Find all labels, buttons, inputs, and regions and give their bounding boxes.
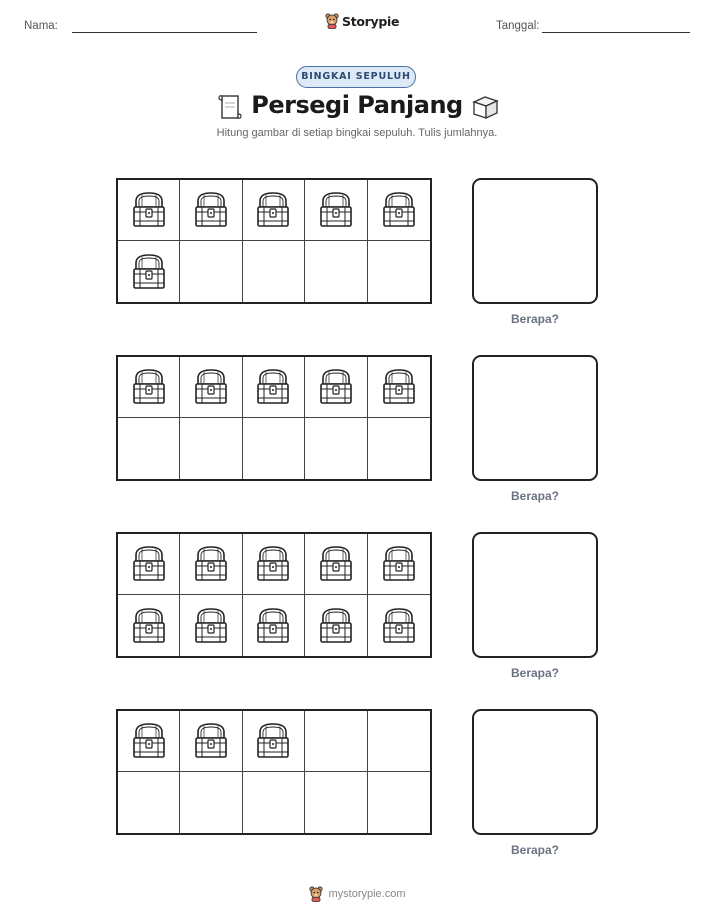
category-badge: BINGKAI SEPULUH [296,66,416,88]
frame-cell [368,534,430,595]
treasure-chest-icon [191,606,231,646]
treasure-chest-icon [253,544,293,584]
treasure-chest-icon [316,367,356,407]
answer-box-2[interactable] [472,355,598,481]
frame-cell [118,357,180,418]
footer [0,886,714,902]
treasure-chest-icon [253,721,293,761]
frame-cell [243,241,305,302]
scroll-rectangle-icon [216,93,244,121]
bear-mascot-icon [325,13,339,29]
brand-name: Storypie [342,13,400,29]
treasure-chest-icon [129,190,169,230]
frame-cell [243,418,305,479]
treasure-chest-icon [129,721,169,761]
question-label-3: Berapa? [510,666,560,680]
frame-cell [368,241,430,302]
frame-cell [118,711,180,772]
frame-cell [180,534,242,595]
frame-cell [243,180,305,241]
frame-cell [118,241,180,302]
treasure-chest-icon [191,721,231,761]
ten-frame-2 [116,355,432,481]
frame-cell [305,241,367,302]
treasure-chest-icon [379,367,419,407]
treasure-chest-icon [191,544,231,584]
frame-cell [180,711,242,772]
treasure-chest-icon [129,252,169,292]
frame-cell [243,772,305,833]
frame-cell [305,357,367,418]
frame-cell [305,180,367,241]
answer-box-4[interactable] [472,709,598,835]
frame-cell [118,595,180,656]
frame-cell [305,595,367,656]
treasure-chest-icon [253,190,293,230]
frame-cell [243,534,305,595]
answer-box-3[interactable] [472,532,598,658]
frame-cell [118,418,180,479]
treasure-chest-icon [379,606,419,646]
date-line[interactable] [542,32,690,33]
frame-cell [368,595,430,656]
frame-cell [118,772,180,833]
frame-cell [368,711,430,772]
frame-cell [305,534,367,595]
instructions: Hitung gambar di setiap bingkai sepuluh. Tulis jumlahnya. [216,127,498,139]
question-label-4: Berapa? [510,843,560,857]
frame-cell [180,595,242,656]
ten-frame-1 [116,178,432,304]
frame-cell [243,357,305,418]
treasure-chest-icon [253,367,293,407]
cube-icon [470,93,500,121]
treasure-chest-icon [379,544,419,584]
date-label: Tanggal: [496,20,540,32]
frame-cell [118,534,180,595]
frame-cell [305,418,367,479]
treasure-chest-icon [129,544,169,584]
frame-cell [368,180,430,241]
frame-cell [368,418,430,479]
frame-cell [243,711,305,772]
frame-cell [368,772,430,833]
treasure-chest-icon [129,606,169,646]
ten-frame-3 [116,532,432,658]
frame-cell [243,595,305,656]
frame-cell [180,357,242,418]
bear-mascot-icon [308,886,324,902]
frame-cell [305,711,367,772]
name-line[interactable] [72,32,257,33]
frame-cell [180,180,242,241]
treasure-chest-icon [379,190,419,230]
treasure-chest-icon [191,367,231,407]
brand-logo [325,13,399,29]
treasure-chest-icon [316,544,356,584]
treasure-chest-icon [191,190,231,230]
frame-cell [180,241,242,302]
question-label-2: Berapa? [510,489,560,503]
name-label: Nama: [24,20,58,32]
frame-cell [180,418,242,479]
frame-cell [180,772,242,833]
frame-cell [118,180,180,241]
footer-url[interactable]: mystorypie.com [328,888,406,900]
ten-frame-4 [116,709,432,835]
treasure-chest-icon [316,606,356,646]
treasure-chest-icon [253,606,293,646]
treasure-chest-icon [316,190,356,230]
question-label-1: Berapa? [510,312,560,326]
frame-cell [305,772,367,833]
page-title: Persegi Panjang [251,91,463,119]
frame-cell [368,357,430,418]
answer-box-1[interactable] [472,178,598,304]
treasure-chest-icon [129,367,169,407]
